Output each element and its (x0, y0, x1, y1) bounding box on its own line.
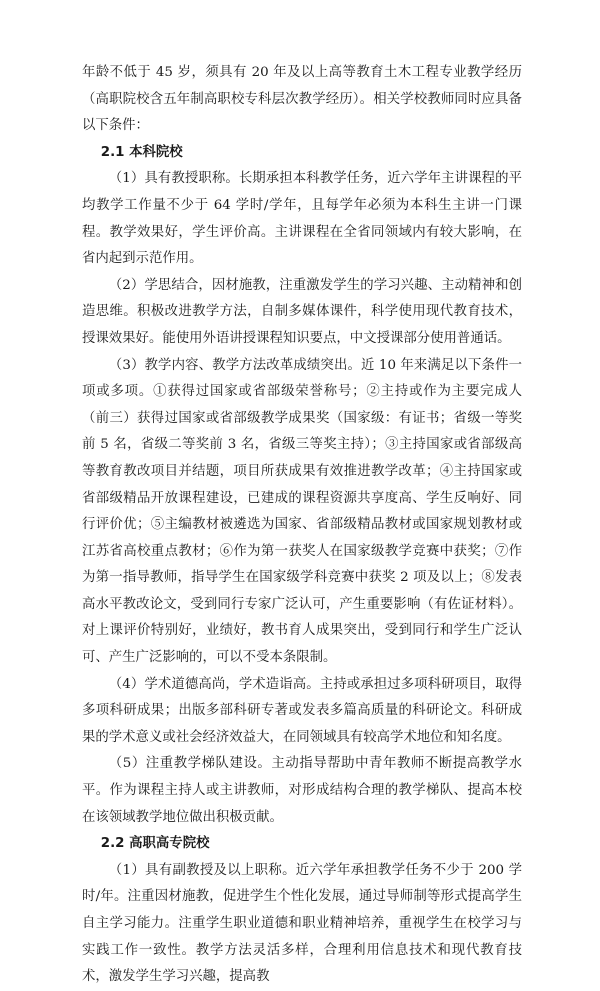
paragraph-4: （4）学术道德高尚，学术造诣高。主持或承担过多项科研项目，取得多项科研成果；出版多部科研专著或发表多篇高质量的科研论文。科研成果的学术意义或社会经济效益大，在同领域具有较高学术地位和知名度。 (82, 676, 522, 745)
paragraph-5: （5）注重教学梯队建设。主动指导帮助中青年教师不断提高教学水平。作为课程主持人或主讲教师，对形成结构合理的教学梯队、提高本校在该领域教学地位做出积极贡献。 (82, 756, 522, 825)
intro-paragraph: 年龄不低于 45 岁，须具有 20 年及以上高等教育土木工程专业教学经历（高职院校含五年制高职校专科层次教学经历）。相关学校教师同时应具备以下条件： (82, 65, 522, 134)
section-heading-undergraduate: 2.1 本科院校 (100, 144, 183, 160)
paragraph-vocational-1: （1）具有副教授及以上职称。近六学年承担教学任务不少于 200 学时/年。注重因材施教，促进学生个性化发展，通过导师制等形式提高学生自主学习能力。注重学生职业道德和职业精神培养，重视学生在校学习与实践工作一致性。教学方法灵活多样，合理利用信息技术和现代教育技术，激发学生学习兴趣，提高教 (82, 862, 522, 985)
paragraph-3: （3）教学内容、教学方法改革成绩突出。近 10 年来满足以下条件一项或多项。①获得过国家或省部级荣誉称号；②主持或作为主要完成人（前三）获得过国家或省部级教学成果奖（国家级：有证书；省级一等奖前 5 名，省级二等奖前 3 名，省级三等奖主持）；③主持国家或省部级高等教育教改项目并结题，项目所获成果有效推进教学改革；④主持国家或省部级精品开放课程建设，已建成的课程资源共享度高、学生反响好、同行评价优；⑤主编教材被遴选为国家、省部级精品教材或国家规划教材或江苏省高校重点教材；⑥作为第一获奖人在国家级教学竞赛中获奖；⑦作为第一指导教师，指导学生在国家级学科竞赛中获奖 2 项及以上；⑧发表高水平教改论文，受到同行专家广泛认可，产生重要影响（有佐证材料）。对上课评价特别好，业绩好，教书育人成果突出，受到同行和学生广泛认可、产生广泛影响的，可以不受本条限制。 (82, 357, 522, 666)
paragraph-2: （2）学思结合，因材施教，注重激发学生的学习兴趣、主动精神和创造思维。积极改进教学方法，自制多媒体课件，科学使用现代教育技术，授课效果好。能使用外语讲授课程知识要点，中文授课部分使用普通话。 (82, 277, 522, 346)
section-heading-vocational: 2.2 高职高专院校 (100, 836, 210, 852)
paragraph-1: （1）具有教授职称。长期承担本科教学任务，近六学年主讲课程的平均教学工作量不少于 64 学时/学年，且每学年必须为本科生主讲一门课程。教学效果好，学生评价高。主讲课程在全省同领域内有较大影响，在省内起到示范作用。 (82, 171, 522, 267)
document-page (82, 60, 522, 991)
